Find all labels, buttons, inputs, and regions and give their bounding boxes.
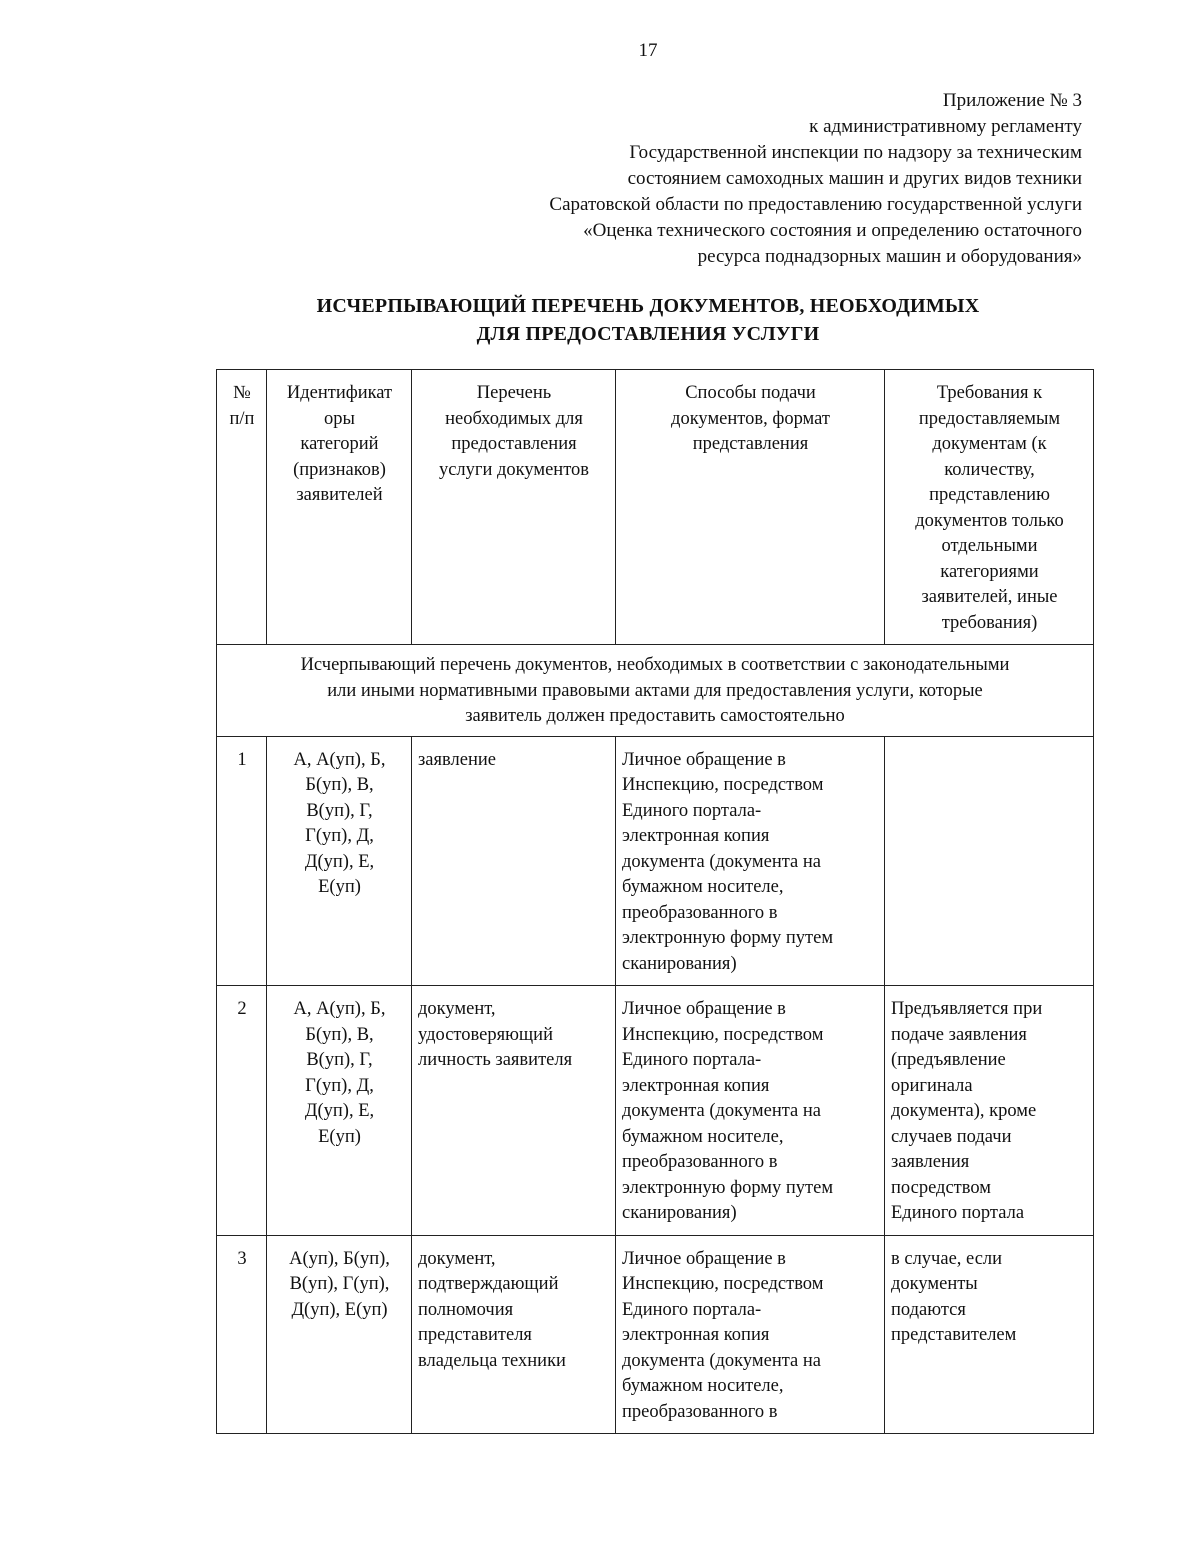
cell-number: 1 [217, 736, 267, 986]
cell-categories: А(уп), Б(уп), В(уп), Г(уп), Д(уп), Е(уп) [267, 1235, 412, 1434]
documents-table [216, 369, 1094, 1434]
cell-requirements: в случае, если документы подаются представителем [885, 1235, 1094, 1434]
cell-requirements [885, 736, 1094, 986]
cell-document: документ, удостоверяющий личность заявителя [412, 986, 616, 1236]
appendix-line: к административному регламенту [809, 116, 1082, 137]
header-number: № п/п [217, 370, 267, 645]
title-line: ИСЧЕРПЫВАЮЩИЙ ПЕРЕЧЕНЬ ДОКУМЕНТОВ, НЕОБХОДИМЫХ [316, 295, 980, 317]
cell-number: 2 [217, 986, 267, 1236]
appendix-line: «Оценка технического состояния и определению остаточного [583, 220, 1082, 241]
header-document-list: Перечень необходимых для предоставления услуги документов [412, 370, 616, 645]
header-categories: Идентификат оры категорий (признаков) заявителей [267, 370, 412, 645]
cell-method: Личное обращение в Инспекцию, посредством Единого портала- электронная копия документа (документа на бумажном носителе, преобразованного в электронную форму путем сканирования) [616, 736, 885, 986]
cell-document: заявление [412, 736, 616, 986]
table-row [217, 1235, 1094, 1434]
title-line: ДЛЯ ПРЕДОСТАВЛЕНИЯ УСЛУГИ [476, 323, 820, 345]
page-number: 17 [638, 40, 658, 61]
appendix-line: Саратовской области по предоставлению государственной услуги [549, 194, 1082, 215]
cell-method: Личное обращение в Инспекцию, посредством Единого портала- электронная копия документа (документа на бумажном носителе, преобразованного в [616, 1235, 885, 1434]
table-row [217, 736, 1094, 986]
appendix-line: ресурса поднадзорных машин и оборудования» [697, 246, 1082, 267]
appendix-line: Приложение № 3 [942, 90, 1082, 111]
header-submission-methods: Способы подачи документов, формат представления [616, 370, 885, 645]
section-heading: Исчерпывающий перечень документов, необходимых в соответствии с законодательными или иными нормативными правовыми актами для предоставления услуги, которые заявитель должен предоставить самостоятельно [217, 645, 1094, 737]
cell-method: Личное обращение в Инспекцию, посредством Единого портала- электронная копия документа (документа на бумажном носителе, преобразованного в электронную форму путем сканирования) [616, 986, 885, 1236]
appendix-header [549, 88, 1082, 270]
cell-document: документ, подтверждающий полномочия представителя владельца техники [412, 1235, 616, 1434]
table-header-row [217, 370, 1094, 645]
table-section-row [217, 645, 1094, 737]
table-row [217, 986, 1094, 1236]
cell-categories: А, А(уп), Б, Б(уп), В, В(уп), Г, Г(уп), Д, Д(уп), Е, Е(уп) [267, 736, 412, 986]
cell-categories: А, А(уп), Б, Б(уп), В, В(уп), Г, Г(уп), Д, Д(уп), Е, Е(уп) [267, 986, 412, 1236]
document-title [0, 292, 1200, 348]
appendix-line: Государственной инспекции по надзору за техническим [629, 142, 1082, 163]
header-requirements: Требования к предоставляемым документам (к количеству, представлению документов только отдельными категориями заявителей, иные требования) [885, 370, 1094, 645]
cell-number: 3 [217, 1235, 267, 1434]
cell-requirements: Предъявляется при подаче заявления (предъявление оригинала документа), кроме случаев подачи заявления посредством Единого портала [885, 986, 1094, 1236]
appendix-line: состоянием самоходных машин и других видов техники [627, 168, 1082, 189]
